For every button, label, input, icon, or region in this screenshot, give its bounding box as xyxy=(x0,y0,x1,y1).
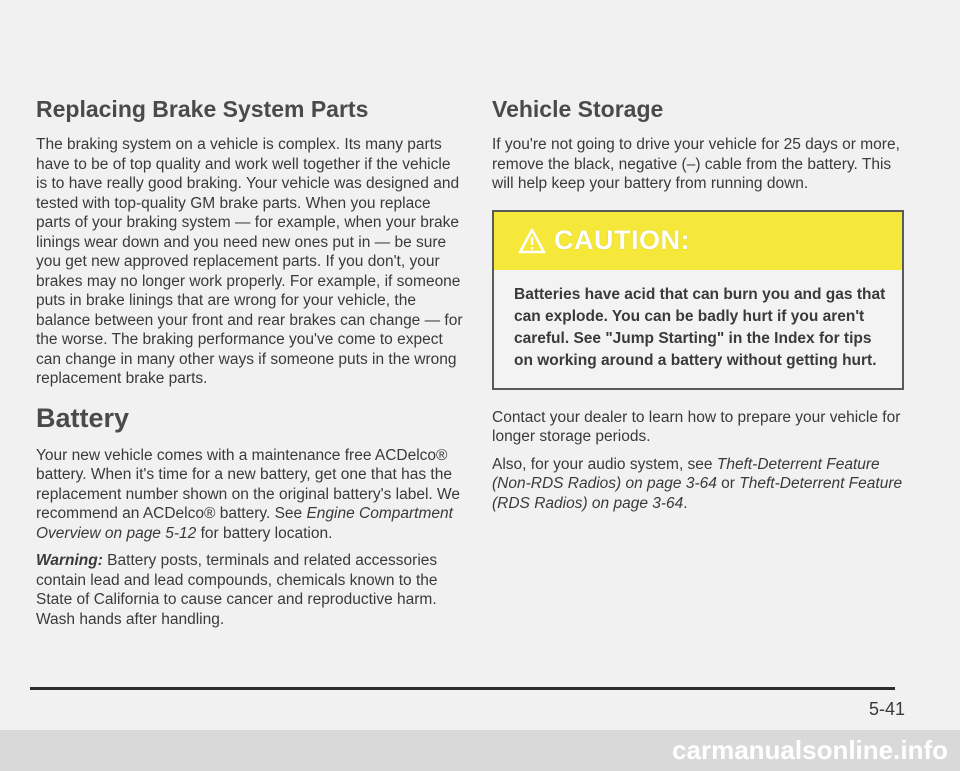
battery-section xyxy=(36,403,464,630)
battery-text xyxy=(36,446,464,544)
engine-compartment-ref: Engine Compartment Overview on page 5-12 xyxy=(36,505,453,542)
audio-system-text xyxy=(492,455,904,514)
battery-text-1: Your new vehicle comes with a maintenance free ACDelco® battery. When it's time for a new battery, get one that has the replacement number shown on the original battery's label. We recommend an ACDelco® battery. See xyxy=(36,446,460,522)
footer-rule xyxy=(30,687,895,690)
battery-text-2: for battery location. xyxy=(196,524,333,542)
theft-deterrent-rds-ref: Theft-Deterrent Feature (RDS Radios) on page 3-64 xyxy=(492,475,903,512)
brake-parts-section xyxy=(36,96,464,389)
audio-mid: or xyxy=(716,475,740,492)
brake-parts-heading: Replacing Brake System Parts xyxy=(36,96,369,122)
theft-deterrent-non-rds-ref: Theft-Deterrent Feature (Non-RDS Radios) on page 3-64 xyxy=(492,455,880,492)
warning-triangle-icon xyxy=(518,228,546,254)
brake-parts-text: The braking system on a vehicle is complex. Its many parts have to be of top quality and work well together if the vehicle is to have really good braking. Your vehicle was designed and tested with top-quality GM brake parts. When you replace parts of your braking system — for example, when your brake linings wear down and you need new ones put in — be sure you get new approved replacement parts. If you don't, your brakes may no longer work properly. For example, if someone puts in brake linings that are wrong for your vehicle, the balance between your front and rear brakes can change — for the worse. The braking performance you've come to expect can change in many other ways if someone puts in the wrong replacement brake parts. xyxy=(36,136,463,387)
battery-heading: Battery xyxy=(36,402,130,433)
caution-text: Batteries have acid that can burn you and gas that can explode. You can be badly hurt if you aren't careful. See "Jump Starting" in the Index for tips on working around a battery without getting hurt. xyxy=(514,285,886,369)
battery-warning xyxy=(36,551,464,629)
warning-text: Battery posts, terminals and related accessories contain lead and lead compounds, chemicals known to the State of California to cause cancer and reproductive harm. Wash hands after handling. xyxy=(36,552,438,628)
left-column xyxy=(36,96,464,637)
vehicle-storage-heading: Vehicle Storage xyxy=(492,96,664,122)
warning-label: Warning: xyxy=(36,552,103,569)
contact-dealer-text: Contact your dealer to learn how to prepare your vehicle for longer storage periods. xyxy=(492,408,901,445)
caution-header xyxy=(494,212,902,270)
vehicle-storage-section xyxy=(492,96,904,194)
watermark: carmanualsonline.info xyxy=(0,730,960,771)
audio-suffix: . xyxy=(683,494,688,512)
right-column xyxy=(492,96,904,521)
audio-prefix: Also, for your audio system, see xyxy=(492,455,717,473)
page-number: 5-41 xyxy=(869,699,906,719)
vehicle-storage-text: If you're not going to drive your vehicle for 25 days or more, remove the black, negative (–) cable from the battery. This will help keep your battery from running down. xyxy=(492,136,900,192)
caution-title: CAUTION: xyxy=(554,225,690,255)
caution-box xyxy=(492,210,904,390)
